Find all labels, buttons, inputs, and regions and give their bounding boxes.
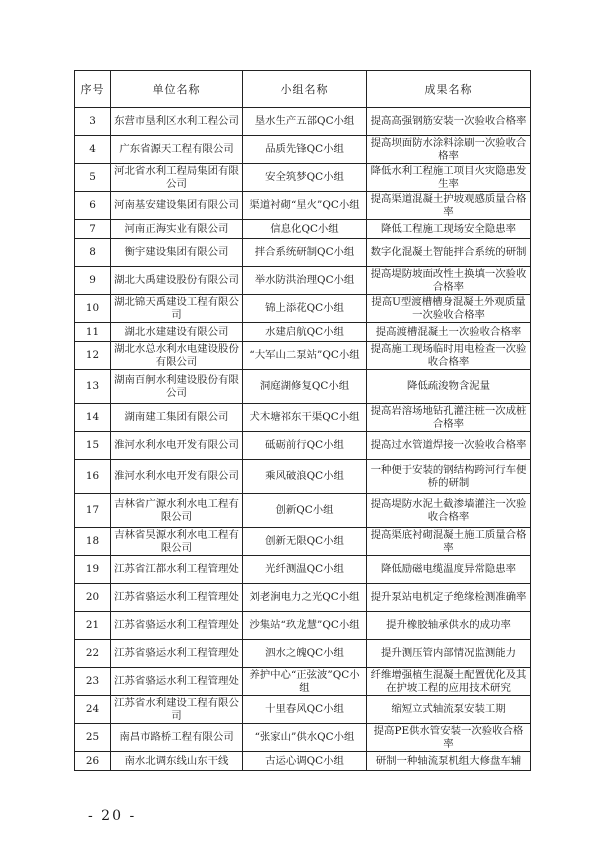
table-row (75, 108, 531, 136)
table-row (75, 752, 531, 771)
table-row (75, 724, 531, 752)
group-name: 光纤测温QC小组 (243, 556, 367, 584)
header-result-name: 成果名称 (367, 71, 531, 108)
unit-name: 江苏省骆运水利工程管理处 (111, 612, 243, 640)
result-name: 降低励磁电缆温度异常隐患率 (367, 556, 531, 584)
group-name: 创新无限QC小组 (243, 528, 367, 556)
unit-name: 淮河水利水电开发有限公司 (111, 432, 243, 460)
row-number: 17 (75, 494, 111, 528)
table-row (75, 267, 531, 295)
group-name: 乘风破浪QC小组 (243, 460, 367, 494)
table-row (75, 584, 531, 612)
result-name: 降低工程施工现场安全隐患率 (367, 220, 531, 239)
row-number: 18 (75, 528, 111, 556)
qc-results-table (74, 70, 531, 771)
header-group-name: 小组名称 (243, 71, 367, 108)
group-name: 古运心调QC小组 (243, 752, 367, 771)
table-row (75, 239, 531, 267)
result-name: 提高岩溶场地钻孔灌注桩一次成桩合格率 (367, 404, 531, 432)
row-number: 4 (75, 136, 111, 164)
unit-name: 江苏省骆运水利工程管理处 (111, 640, 243, 668)
result-name: 纤维增强植生混凝土配置优化及其在护坡工程的应用技术研究 (367, 668, 531, 696)
result-name: 提高施工现场临时用电检查一次验收合格率 (367, 342, 531, 370)
table-row (75, 370, 531, 404)
group-name: 创新QC小组 (243, 494, 367, 528)
row-number: 11 (75, 323, 111, 342)
unit-name: 湖北水总水利水电建设股份有限公司 (111, 342, 243, 370)
table-row (75, 192, 531, 220)
table-row (75, 342, 531, 370)
result-name: 一种便于安装的钢结构跨河行车便桥的研制 (367, 460, 531, 494)
result-name: 研制一种轴流泵机组大修盘车辅 (367, 752, 531, 771)
table-row (75, 556, 531, 584)
table-row (75, 460, 531, 494)
result-name: 提高堤防水泥土截渗墙灌注一次验收合格率 (367, 494, 531, 528)
page-number: - 20 - (88, 808, 137, 824)
unit-name: 吉林省广源水利水电工程有限公司 (111, 494, 243, 528)
header-unit-name: 单位名称 (111, 71, 243, 108)
unit-name: 东营市垦利区水利工程公司 (111, 108, 243, 136)
table-row (75, 404, 531, 432)
table-row (75, 696, 531, 724)
result-name: 提高高强钢筋安装一次验收合格率 (367, 108, 531, 136)
group-name: 砥砺前行QC小组 (243, 432, 367, 460)
table-row (75, 323, 531, 342)
row-number: 22 (75, 640, 111, 668)
result-name: 提高渠底衬砌混凝土施工质量合格率 (367, 528, 531, 556)
row-number: 6 (75, 192, 111, 220)
row-number: 10 (75, 295, 111, 323)
unit-name: 湖北大禹建设股份有限公司 (111, 267, 243, 295)
unit-name: 南水北调东线山东干线 (111, 752, 243, 771)
row-number: 5 (75, 164, 111, 192)
unit-name: 湖南百舸水利建设股份有限公司 (111, 370, 243, 404)
unit-name: 江苏省江都水利工程管理处 (111, 556, 243, 584)
row-number: 24 (75, 696, 111, 724)
table-row (75, 220, 531, 239)
result-name: 缩短立式轴流泵安装工期 (367, 696, 531, 724)
table-header (75, 71, 531, 108)
table-row (75, 528, 531, 556)
unit-name: 吉林省昊源水利水电工程有限公司 (111, 528, 243, 556)
result-name: 提升橡胶轴承供水的成功率 (367, 612, 531, 640)
row-number: 23 (75, 668, 111, 696)
result-name: 降低疏浚物含泥量 (367, 370, 531, 404)
result-name: 提高堤防坡面改性土换填一次验收合格率 (367, 267, 531, 295)
result-name: 降低水利工程施工项目火灾隐患发生率 (367, 164, 531, 192)
group-name: 举水防洪治理QC小组 (243, 267, 367, 295)
group-name: 泗水之魄QC小组 (243, 640, 367, 668)
result-name: 提高过水管道焊接一次验收合格率 (367, 432, 531, 460)
header-row (75, 71, 531, 108)
row-number: 15 (75, 432, 111, 460)
group-name: 锦上添花QC小组 (243, 295, 367, 323)
result-name: 提高坝面防水涂料涂刷一次验收合格率 (367, 136, 531, 164)
result-name: 提升测压管内部情况监测能力 (367, 640, 531, 668)
unit-name: 湖北水建建设有限公司 (111, 323, 243, 342)
group-name: 水建启航QC小组 (243, 323, 367, 342)
result-name: 提升泵站电机定子绝缘检测准确率 (367, 584, 531, 612)
row-number: 3 (75, 108, 111, 136)
group-name: 安全筑梦QC小组 (243, 164, 367, 192)
row-number: 7 (75, 220, 111, 239)
group-name: 犬木塘祁东干渠QC小组 (243, 404, 367, 432)
row-number: 8 (75, 239, 111, 267)
unit-name: 江苏省水利建设工程有限公司 (111, 696, 243, 724)
result-name: 提高渠道混凝土护坡观感质量合格率 (367, 192, 531, 220)
row-number: 21 (75, 612, 111, 640)
unit-name: 河南正海实业有限公司 (111, 220, 243, 239)
group-name: 沙集站“玖龙慧”QC小组 (243, 612, 367, 640)
group-name: 拌合系统研制QC小组 (243, 239, 367, 267)
group-name: 渠道衬砌“星火”QC小组 (243, 192, 367, 220)
table-row (75, 668, 531, 696)
unit-name: 湖南建工集团有限公司 (111, 404, 243, 432)
result-name: 提高渡槽混凝土一次验收合格率 (367, 323, 531, 342)
table-row (75, 494, 531, 528)
row-number: 9 (75, 267, 111, 295)
row-number: 25 (75, 724, 111, 752)
row-number: 12 (75, 342, 111, 370)
group-name: 信息化QC小组 (243, 220, 367, 239)
table-row (75, 640, 531, 668)
unit-name: 南昌市路桥工程有限公司 (111, 724, 243, 752)
table-row (75, 136, 531, 164)
table-body (75, 108, 531, 771)
group-name: 刘老涧电力之光QC小组 (243, 584, 367, 612)
result-name: 提高U型渡槽槽身混凝土外观质量一次验收合格率 (367, 295, 531, 323)
unit-name: 河北省水利工程局集团有限公司 (111, 164, 243, 192)
unit-name: 衡宇建设集团有限公司 (111, 239, 243, 267)
unit-name: 广东省源天工程有限公司 (111, 136, 243, 164)
table-row (75, 164, 531, 192)
row-number: 20 (75, 584, 111, 612)
unit-name: 江苏省骆运水利工程管理处 (111, 668, 243, 696)
unit-name: 淮河水利水电开发有限公司 (111, 460, 243, 494)
table-row (75, 295, 531, 323)
result-name: 数字化混凝土智能拌合系统的研制 (367, 239, 531, 267)
group-name: 十里春风QC小组 (243, 696, 367, 724)
group-name: 品质先锋QC小组 (243, 136, 367, 164)
group-name: “张家山”供水QC小组 (243, 724, 367, 752)
row-number: 19 (75, 556, 111, 584)
row-number: 14 (75, 404, 111, 432)
group-name: 养护中心“正弦波”QC小组 (243, 668, 367, 696)
unit-name: 河南基安建设集团有限公司 (111, 192, 243, 220)
unit-name: 江苏省骆运水利工程管理处 (111, 584, 243, 612)
group-name: 洞庭湖修复QC小组 (243, 370, 367, 404)
table-row (75, 612, 531, 640)
group-name: “大军山二泵站”QC小组 (243, 342, 367, 370)
result-name: 提高PE供水管安装一次验收合格率 (367, 724, 531, 752)
row-number: 13 (75, 370, 111, 404)
row-number: 16 (75, 460, 111, 494)
row-number: 26 (75, 752, 111, 771)
table-row (75, 432, 531, 460)
header-number: 序号 (75, 71, 111, 108)
unit-name: 湖北锦天禹建设工程有限公司 (111, 295, 243, 323)
group-name: 垦水生产五部QC小组 (243, 108, 367, 136)
